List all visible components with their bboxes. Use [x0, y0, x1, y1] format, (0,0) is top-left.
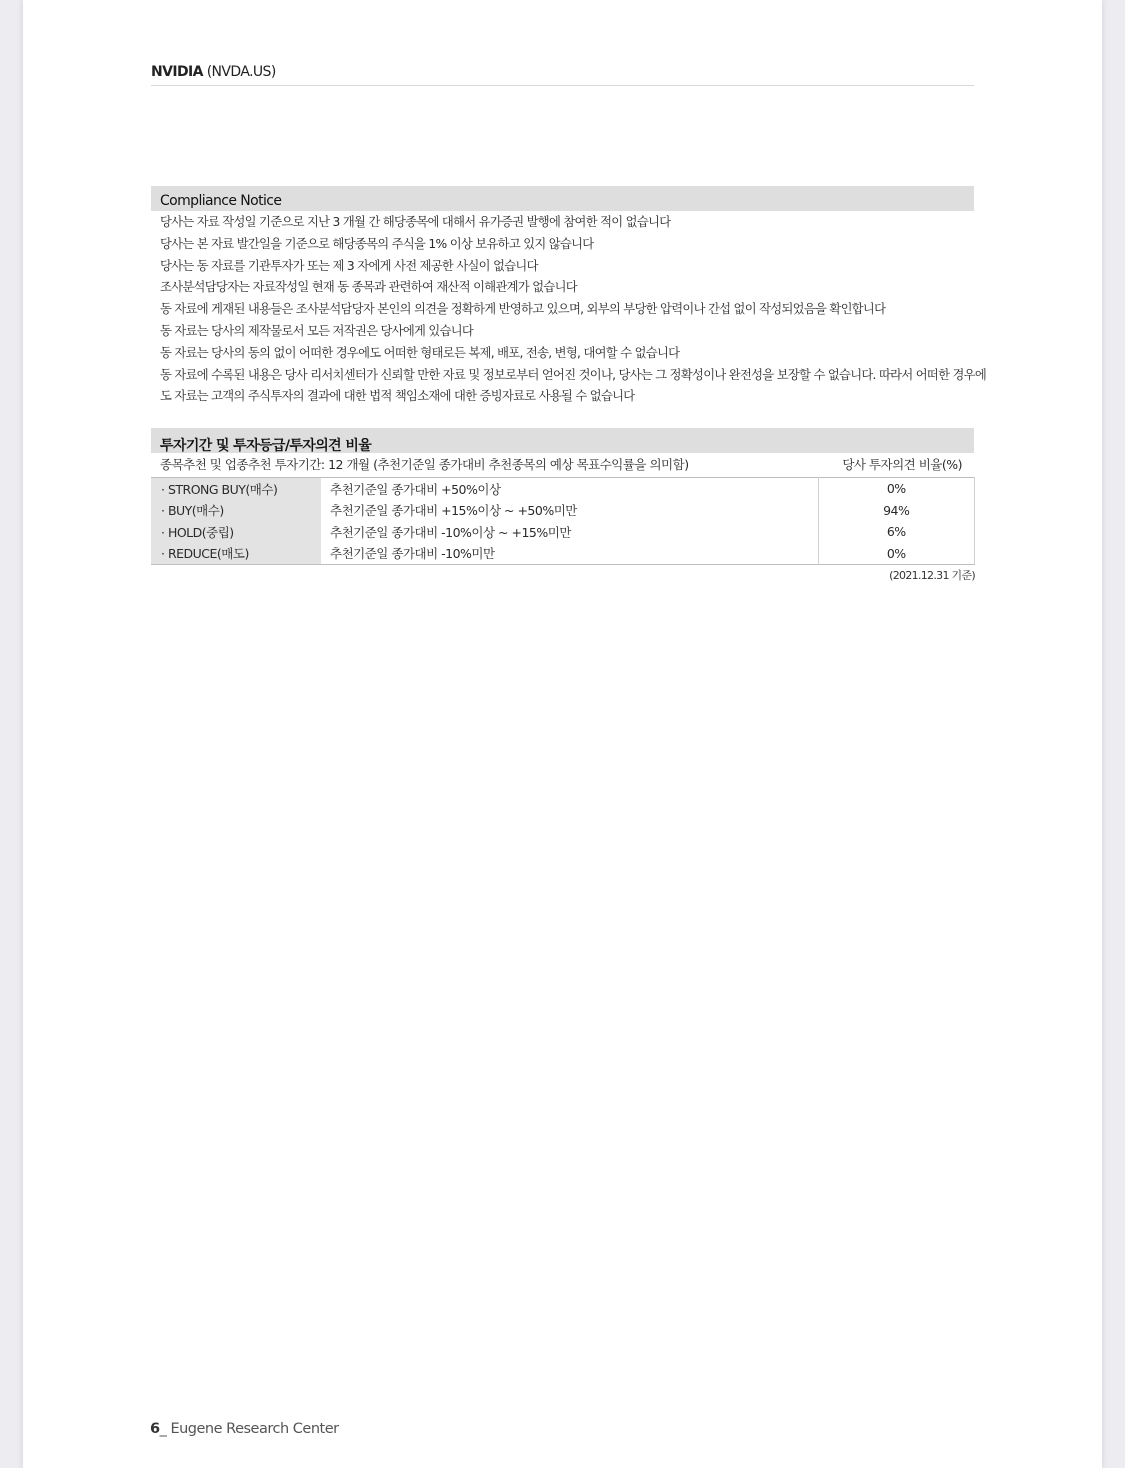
compliance-line: 당사는 동 자료를 기관투자가 또는 제 3 자에게 사전 제공한 사실이 없습니다: [160, 258, 538, 273]
rating-criteria: 추천기준일 종가대비 +50%이상: [321, 478, 818, 500]
compliance-notice-body: [160, 212, 990, 408]
compliance-line: 동 자료에 게재된 내용들은 조사분석담당자 본인의 의견을 정확하게 반영하고 있으며, 외부의 부당한 압력이나 간섭 없이 작성되었음을 확인합니다: [160, 302, 886, 317]
rating-ratio: 6%: [886, 524, 906, 540]
compliance-line: 동 자료는 당사의 제작물로서 모든 저작권은 당사에게 있습니다: [160, 323, 474, 338]
investment-period-note: 종목추천 및 업종추천 투자기간: 12 개월 (추천기준일 종가대비 추천종목의 예상 목표수익률을 의미함): [160, 457, 689, 472]
rating-ratio: 0%: [886, 545, 906, 561]
rating-table: [151, 477, 975, 565]
rating-name: · HOLD(중립): [151, 521, 321, 543]
report-header: [151, 64, 974, 86]
ticker: (NVDA.US): [206, 64, 276, 80]
rating-name: · STRONG BUY(매수): [151, 478, 321, 500]
page-footer: [150, 1421, 339, 1437]
rating-criteria: 추천기준일 종가대비 -10%이상 ~ +15%미만: [321, 521, 818, 543]
as-of-date: (2021.12.31 기준): [889, 569, 975, 582]
table-row: [151, 521, 975, 543]
compliance-line: 동 자료에 수록된 내용은 당사 리서치센터가 신뢰할 만한 자료 및 정보로부터 얻어진 것이나, 당사는 그 정확성이나 완전성을 보장할 수 없습니다. 따라서 어떠한 경우에: [160, 367, 986, 382]
table-row: [151, 500, 975, 522]
rating-section-title: 투자기간 및 투자등급/투자의견 비율: [151, 428, 974, 453]
rating-subtitle-row: [160, 455, 966, 475]
compliance-line: 도 자료는 고객의 주식투자의 결과에 대한 법적 책임소재에 대한 증빙자료로 사용될 수 없습니다: [160, 389, 635, 404]
compliance-line: 조사분석담당자는 자료작성일 현재 동 종목과 관련하여 재산적 이해관계가 없습니다: [160, 280, 577, 295]
rating-ratio: 94%: [883, 502, 910, 518]
research-center-name: _ Eugene Research Center: [159, 1421, 339, 1437]
rating-name: · BUY(매수): [151, 500, 321, 522]
table-row: [151, 543, 975, 565]
company-name: NVIDIA: [151, 64, 203, 80]
compliance-line: 당사는 본 자료 발간일을 기준으로 해당종목의 주식을 1% 이상 보유하고 있지 않습니다: [160, 236, 594, 251]
page-number: 6: [150, 1421, 160, 1437]
table-row: [151, 478, 975, 500]
rating-criteria: 추천기준일 종가대비 -10%미만: [321, 543, 818, 565]
compliance-line: 동 자료는 당사의 동의 없이 어떠한 경우에도 어떠한 형태로든 복제, 배포, 전송, 변형, 대여할 수 없습니다: [160, 345, 680, 360]
rating-name: · REDUCE(매도): [151, 543, 321, 565]
compliance-line: 당사는 자료 작성일 기준으로 지난 3 개월 간 해당종목에 대해서 유가증권 발행에 참여한 적이 없습니다: [160, 215, 671, 229]
ratio-column-header: 당사 투자의견 비율(%): [842, 457, 962, 472]
document-page: [23, 0, 1102, 1468]
rating-ratio: 0%: [886, 481, 906, 497]
rating-criteria: 추천기준일 종가대비 +15%이상 ~ +50%미만: [321, 500, 818, 522]
compliance-notice-title: Compliance Notice: [151, 186, 974, 211]
